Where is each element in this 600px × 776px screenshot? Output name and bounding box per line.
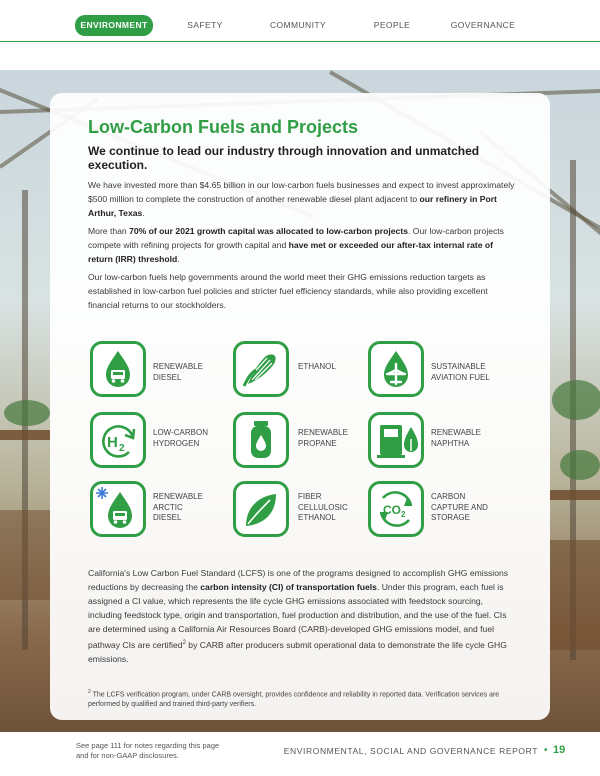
cellulosic-leaf-icon <box>233 481 289 537</box>
top-nav <box>0 0 600 46</box>
arctic-diesel-icon <box>90 481 146 537</box>
paragraph-investment: We have invested more than $4.65 billion in our low-carbon fuels businesses and expect to invest approximately $500 million to complete the construction of another renewable diesel plant adjacent to our refinery in Port Arthur, Texas. <box>88 180 515 218</box>
naphtha-label: RENEWABLE NAPHTHA <box>431 428 481 448</box>
nav-tab-safety[interactable]: SAFETY <box>187 20 223 30</box>
paragraph-growth-capital: More than 70% of our 2021 growth capital was allocated to low-carbon projects. Our low-carbon projects compete with refining projects for growth capital and have met or exceeded our after-tax internal rate of return (IRR) threshold. <box>88 226 504 264</box>
renewable-diesel-label: RENEWABLE DIESEL <box>153 362 203 382</box>
hydrogen-subscript: 2 <box>119 443 125 454</box>
footer-separator: • <box>544 745 548 756</box>
paragraph-governments: Our low-carbon fuels help governments around the world meet their GHG emissions reduction targets as established in low-carbon fuel policies and stricter fuel efficiency standards, while also providing excellent financial returns to our stockholders. <box>88 272 488 310</box>
propane-tank-icon <box>233 412 289 468</box>
cellulosic-label: FIBER CELLULOSIC ETHANOL <box>298 492 348 522</box>
section-subtitle: We continue to lead our industry through innovation and unmatched execution. <box>88 144 480 172</box>
footer-notes: See page 111 for notes regarding this page and for non-GAAP disclosures. <box>76 741 220 760</box>
nav-tab-people[interactable]: PEOPLE <box>373 20 411 30</box>
nav-tab-community[interactable]: COMMUNITY <box>269 20 326 30</box>
footer-report-title: ENVIRONMENTAL, SOCIAL AND GOVERNANCE REPORT <box>283 746 538 756</box>
ethanol-corn-icon <box>233 341 289 397</box>
carbon-capture-icon <box>368 481 424 537</box>
section-title: Low-Carbon Fuels and Projects <box>88 117 359 137</box>
co2-subscript: 2 <box>401 510 406 519</box>
paragraph-lcfs: California's Low Carbon Fuel Standard (LCFS) is one of the programs designed to accomplish GHG emissions reductions by decreasing the carbon intensity (CI) of transportation fuels. Under this program, each fuel is assigned a CI value, which represents the life cycle GHG emissions associated with feedstock sourcing, including feedstock type, origin and transportation, fuel production and distribution, and the use of the fuel. CIs are determined using a California Air Resources Board (CARB)-developed GHG emissions model, and fuel pathway CIs are certified$^2$ by CARB after producers submit operational data to demonstrate the life cycle GHG emissions. <box>88 568 509 664</box>
hydrogen-icon <box>90 412 146 468</box>
nav-tab-environment[interactable]: ENVIRONMENT <box>75 15 153 36</box>
ethanol-label: ETHANOL <box>298 362 336 371</box>
nav-divider <box>0 41 600 42</box>
carbon-capture-label: CARBON CAPTURE AND STORAGE <box>431 492 488 522</box>
fuel-pump-icon <box>368 412 424 468</box>
propane-label: RENEWABLE PROPANE <box>298 428 348 448</box>
hydrogen-symbol: H <box>107 434 118 451</box>
aviation-fuel-icon <box>368 341 424 397</box>
arctic-diesel-label: RENEWABLE ARCTIC DIESEL <box>153 492 203 522</box>
renewable-diesel-icon <box>90 341 146 397</box>
nav-tab-governance[interactable]: GOVERNANCE <box>450 20 516 30</box>
footnote: $^2$ The LCFS verification program, under CARB oversight, provides confidence and reliability in reported data. Verification services are performed by qualified and trained third-party verifiers. <box>88 689 500 708</box>
aviation-fuel-label: SUSTAINABLE AVIATION FUEL <box>431 362 490 382</box>
page-number: 19 <box>553 744 566 756</box>
co2-symbol: CO <box>383 503 401 517</box>
hydrogen-label: LOW-CARBON HYDROGEN <box>153 428 208 448</box>
